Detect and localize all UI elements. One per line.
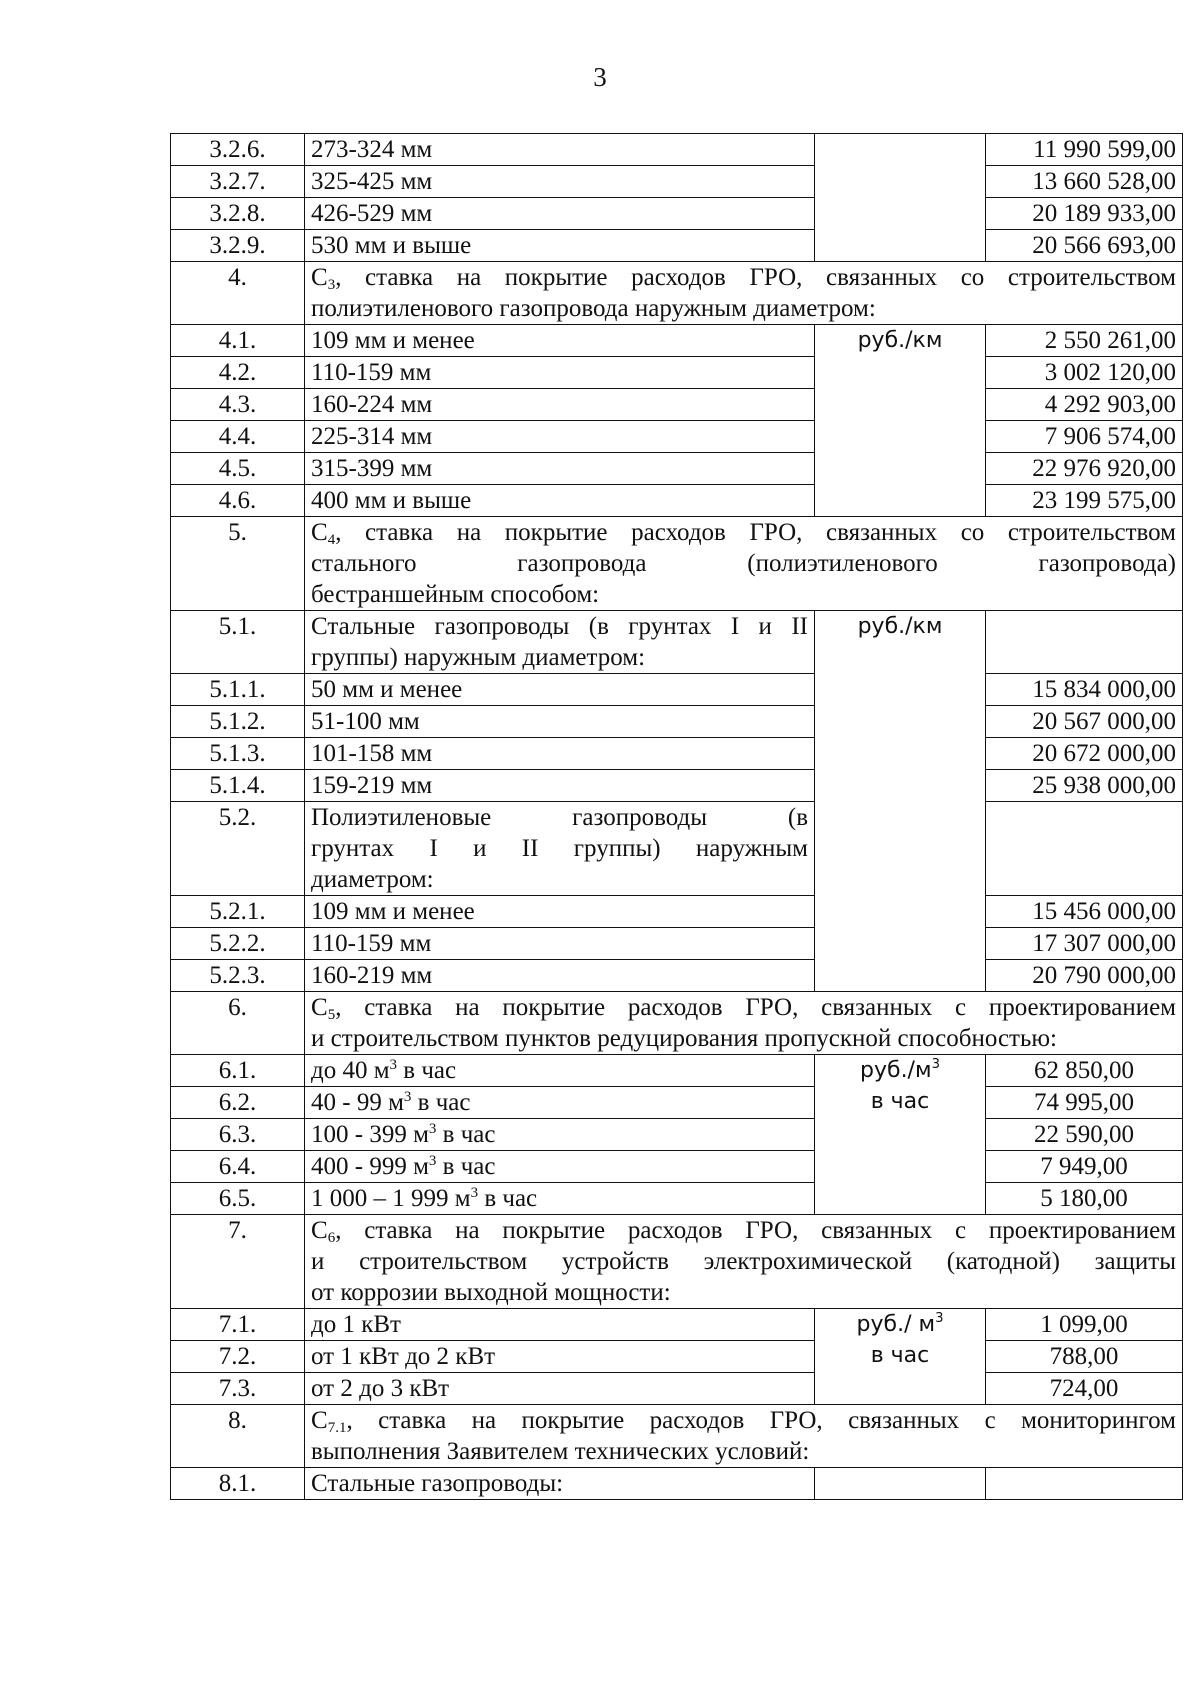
- row-value: 5 180,00: [986, 1183, 1183, 1215]
- row-number: 5.2.2.: [171, 928, 305, 960]
- tariff-table: [170, 133, 1183, 1500]
- row-value: [986, 1468, 1183, 1500]
- table-row: [171, 1119, 1183, 1151]
- table-row: [171, 960, 1183, 992]
- row-value: 20 790 000,00: [986, 960, 1183, 992]
- table-row: [171, 1468, 1183, 1500]
- row-value: 20 567 000,00: [986, 706, 1183, 738]
- row-number: 4.2.: [171, 357, 305, 389]
- section-row: [171, 262, 1183, 325]
- row-description: до 40 $м^3$ в час: [305, 1055, 815, 1087]
- table-row: [171, 389, 1183, 421]
- table-row: [171, 134, 1183, 166]
- table-row: [171, 1309, 1183, 1341]
- row-number: 5.1.4.: [171, 770, 305, 802]
- row-description: до 1 кВт: [305, 1309, 815, 1341]
- row-value: 22 590,00: [986, 1119, 1183, 1151]
- row-number: 3.2.7.: [171, 166, 305, 198]
- row-number: 7.3.: [171, 1373, 305, 1405]
- row-value: 23 199 575,00: [986, 485, 1183, 517]
- row-description: 530 мм и выше: [305, 230, 815, 262]
- table-row: [171, 198, 1183, 230]
- row-value: 15 456 000,00: [986, 896, 1183, 928]
- row-description: 160-219 мм: [305, 960, 815, 992]
- unit-cell: [815, 1468, 986, 1500]
- section-number: 6.: [171, 992, 305, 1055]
- row-value: 2 550 261,00: [986, 325, 1183, 357]
- row-description: 325-425 мм: [305, 166, 815, 198]
- row-description: от 2 до 3 кВт: [305, 1373, 815, 1405]
- row-description: 40 - 99 $м^3$ в час: [305, 1087, 815, 1119]
- row-number: 3.2.6.: [171, 134, 305, 166]
- table-row: [171, 1151, 1183, 1183]
- row-value: [986, 611, 1183, 674]
- row-number: 5.2.1.: [171, 896, 305, 928]
- row-number: 8.1.: [171, 1468, 305, 1500]
- row-description: 225-314 мм: [305, 421, 815, 453]
- row-number: 5.1.3.: [171, 738, 305, 770]
- row-number: 4.4.: [171, 421, 305, 453]
- row-description: Стальные газопроводы:: [305, 1468, 815, 1500]
- section-number: 4.: [171, 262, 305, 325]
- row-value: 11 990 599,00: [986, 134, 1183, 166]
- row-number: 6.4.: [171, 1151, 305, 1183]
- row-value: 62 850,00: [986, 1055, 1183, 1087]
- section-description: $С_{7.1}$, ставка на покрытие расходов ГРО, связанных с мониторингом выполнения Заявителем технических условий:: [305, 1405, 1183, 1468]
- unit-cell: руб./ $м^3$ в час: [815, 1309, 986, 1405]
- row-value: 3 002 120,00: [986, 357, 1183, 389]
- row-description: 160-224 мм: [305, 389, 815, 421]
- row-value: 25 938 000,00: [986, 770, 1183, 802]
- row-description: 400 мм и выше: [305, 485, 815, 517]
- row-description: 100 - 399 $м^3$ в час: [305, 1119, 815, 1151]
- row-number: 4.6.: [171, 485, 305, 517]
- table-row: [171, 421, 1183, 453]
- row-number: 3.2.8.: [171, 198, 305, 230]
- section-description: $С_5$, ставка на покрытие расходов ГРО, связанных с проектированием и строительством пунктов редуцирования пропускной способностью:: [305, 992, 1183, 1055]
- row-number: 7.2.: [171, 1341, 305, 1373]
- row-number: 5.1.1.: [171, 674, 305, 706]
- row-description: Полиэтиленовые газопроводы (в грунтах I и II группы) наружным диаметром:: [305, 802, 815, 896]
- table-row: [171, 1341, 1183, 1373]
- unit-cell: руб./км: [815, 611, 986, 992]
- row-number: 5.2.3.: [171, 960, 305, 992]
- table-row: [171, 453, 1183, 485]
- row-value: 74 995,00: [986, 1087, 1183, 1119]
- row-description: Стальные газопроводы (в грунтах I и II группы) наружным диаметром:: [305, 611, 815, 674]
- table-row: [171, 611, 1183, 674]
- row-description: 109 мм и менее: [305, 896, 815, 928]
- row-number: 6.5.: [171, 1183, 305, 1215]
- table-row: [171, 896, 1183, 928]
- table-row: [171, 770, 1183, 802]
- table-row: [171, 928, 1183, 960]
- row-value: [986, 802, 1183, 896]
- section-number: 7.: [171, 1215, 305, 1309]
- row-value: 788,00: [986, 1341, 1183, 1373]
- row-number: 5.2.: [171, 802, 305, 896]
- section-row: [171, 517, 1183, 611]
- row-description: 315-399 мм: [305, 453, 815, 485]
- section-row: [171, 1215, 1183, 1309]
- row-number: 4.3.: [171, 389, 305, 421]
- table-row: [171, 485, 1183, 517]
- row-value: 20 566 693,00: [986, 230, 1183, 262]
- row-description: 159-219 мм: [305, 770, 815, 802]
- row-description: 1 000 – 1 999 $м^3$ в час: [305, 1183, 815, 1215]
- row-number: 7.1.: [171, 1309, 305, 1341]
- table-row: [171, 706, 1183, 738]
- table-row: [171, 738, 1183, 770]
- row-value: 13 660 528,00: [986, 166, 1183, 198]
- section-row: [171, 992, 1183, 1055]
- row-description: 426-529 мм: [305, 198, 815, 230]
- row-value: 20 189 933,00: [986, 198, 1183, 230]
- row-description: от 1 кВт до 2 кВт: [305, 1341, 815, 1373]
- unit-cell: руб./км: [815, 325, 986, 517]
- row-description: 110-159 мм: [305, 928, 815, 960]
- row-value: 17 307 000,00: [986, 928, 1183, 960]
- row-value: 724,00: [986, 1373, 1183, 1405]
- unit-cell: $руб./м^3$ в час: [815, 1055, 986, 1215]
- table-row: [171, 1183, 1183, 1215]
- row-description: 400 - 999 $м^3$ в час: [305, 1151, 815, 1183]
- table-row: [171, 1055, 1183, 1087]
- page-number: 3: [593, 62, 607, 92]
- row-number: 6.3.: [171, 1119, 305, 1151]
- row-description: 50 мм и менее: [305, 674, 815, 706]
- section-number: 5.: [171, 517, 305, 611]
- row-number: 4.5.: [171, 453, 305, 485]
- row-description: 51-100 мм: [305, 706, 815, 738]
- table-row: [171, 166, 1183, 198]
- row-number: 6.2.: [171, 1087, 305, 1119]
- table-row: [171, 1087, 1183, 1119]
- section-description: $С_6$, ставка на покрытие расходов ГРО, связанных с проектированием и строительством устройств электрохимической (катодной) защиты от коррозии выходной мощности:: [305, 1215, 1183, 1309]
- table-row: [171, 325, 1183, 357]
- table-row: [171, 357, 1183, 389]
- section-description: $С_4$, ставка на покрытие расходов ГРО, связанных со строительством стального газопровода (полиэтиленового газопровода) бестраншейным способом:: [305, 517, 1183, 611]
- row-number: 6.1.: [171, 1055, 305, 1087]
- table-row: [171, 802, 1183, 896]
- row-value: 7 949,00: [986, 1151, 1183, 1183]
- row-description: 110-159 мм: [305, 357, 815, 389]
- row-value: 7 906 574,00: [986, 421, 1183, 453]
- row-number: 3.2.9.: [171, 230, 305, 262]
- row-value: 15 834 000,00: [986, 674, 1183, 706]
- row-value: 1 099,00: [986, 1309, 1183, 1341]
- section-row: [171, 1405, 1183, 1468]
- table-row: [171, 674, 1183, 706]
- row-value: 22 976 920,00: [986, 453, 1183, 485]
- section-number: 8.: [171, 1405, 305, 1468]
- row-number: 5.1.: [171, 611, 305, 674]
- row-description: 109 мм и менее: [305, 325, 815, 357]
- row-description: 273-324 мм: [305, 134, 815, 166]
- unit-cell: [815, 134, 986, 262]
- row-number: 5.1.2.: [171, 706, 305, 738]
- row-description: 101-158 мм: [305, 738, 815, 770]
- section-description: $С_3$, ставка на покрытие расходов ГРО, связанных со строительством полиэтиленового газопровода наружным диаметром:: [305, 262, 1183, 325]
- row-value: 20 672 000,00: [986, 738, 1183, 770]
- row-number: 4.1.: [171, 325, 305, 357]
- table-row: [171, 1373, 1183, 1405]
- row-value: 4 292 903,00: [986, 389, 1183, 421]
- table-row: [171, 230, 1183, 262]
